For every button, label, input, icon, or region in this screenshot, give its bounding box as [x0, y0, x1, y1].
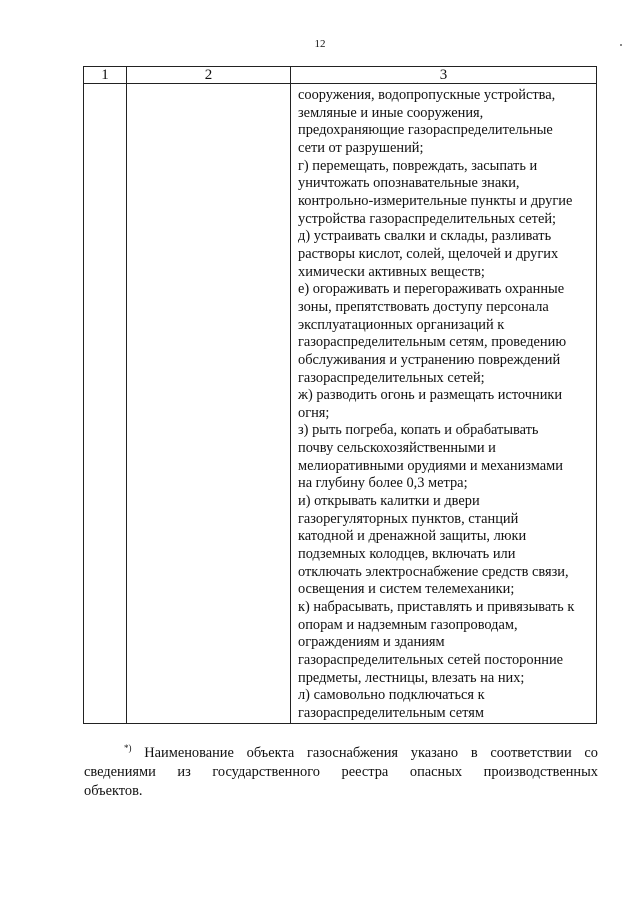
text-line: мелиоративными орудиями и механизмами: [298, 457, 563, 474]
column-header-2: 2: [127, 67, 291, 84]
table-header-row: [84, 67, 597, 84]
text-line: растворы кислот, солей, щелочей и других: [298, 245, 559, 262]
text-line: сооружения, водопропускные устройства,: [298, 87, 556, 103]
text-line: зоны, препятствовать доступу персонала: [298, 298, 549, 315]
text-line: ж) разводить огонь и размещать источники: [298, 387, 563, 404]
cell-col-1: [84, 84, 127, 724]
text-line: газораспределительных сетей посторонние: [298, 652, 564, 668]
text-line: газорегуляторных пунктов, станций: [298, 510, 519, 527]
text-line: огня;: [298, 404, 330, 421]
text-line: уничтожать опознавательные знаки,: [298, 175, 520, 192]
text-line: земляные и иные сооружения,: [298, 104, 484, 121]
column-header-3: 3: [291, 67, 597, 84]
text-line: контрольно-измерительные пункты и другие: [298, 192, 573, 209]
footnote-mark: *): [124, 743, 132, 754]
text-line: устройства газораспределительных сетей;: [298, 210, 557, 227]
text-line: подземных колодцев, включать или: [298, 546, 516, 563]
text-line: к) набрасывать, приставлять и привязывать к: [298, 599, 575, 616]
page-number: 12: [314, 38, 326, 50]
text-line: сети от разрушений;: [298, 139, 424, 156]
column-header-1: 1: [84, 67, 127, 84]
footnote-line: сведениями из государственного реестра опасных производственных: [84, 764, 598, 780]
footnote-line: объектов.: [84, 783, 143, 799]
scan-mark: [620, 44, 622, 46]
text-line: обслуживания и устранению повреждений: [298, 351, 561, 368]
text-line: л) самовольно подключаться к: [298, 687, 485, 704]
text-line: эксплуатационных организаций к: [298, 316, 505, 333]
text-line: катодной и дренажной защиты, люки: [298, 528, 527, 545]
text-line: г) перемещать, повреждать, засыпать и: [298, 157, 538, 174]
text-line: почву сельскохозяйственными и: [298, 440, 496, 457]
text-line: ограждениям и зданиям: [298, 634, 445, 651]
cell-col-3: [291, 84, 597, 724]
text-line: предохраняющие газораспределительные: [298, 122, 553, 139]
footnote: [84, 744, 598, 801]
requirements-table: [83, 66, 597, 724]
text-line: опорам и надземным газопроводам,: [298, 616, 518, 633]
text-line: д) устраивать свалки и склады, разливать: [298, 228, 552, 245]
text-line: з) рыть погреба, копать и обрабатывать: [298, 422, 539, 439]
table-row: [84, 84, 597, 724]
cell-col-2: [127, 84, 291, 724]
footnote-line: [84, 744, 598, 763]
text-line: освещения и систем телемеханики;: [298, 581, 515, 598]
text-line: газораспределительным сетям, проведению: [298, 334, 567, 351]
text-line: газораспределительных сетей;: [298, 369, 485, 386]
text-line: и) открывать калитки и двери: [298, 493, 480, 510]
text-line: на глубину более 0,3 метра;: [298, 475, 468, 492]
footnote-text-1: Наименование объекта газоснабжения указано в соответствии со: [144, 745, 598, 761]
text-line: газораспределительным сетям: [298, 704, 485, 721]
text-line: е) огораживать и перегораживать охранные: [298, 281, 565, 298]
text-line: химически активных веществ;: [298, 263, 485, 280]
restrictions-text: [291, 84, 596, 723]
text-line: отключать электроснабжение средств связи,: [298, 563, 569, 580]
text-line: предметы, лестницы, влезать на них;: [298, 669, 525, 686]
